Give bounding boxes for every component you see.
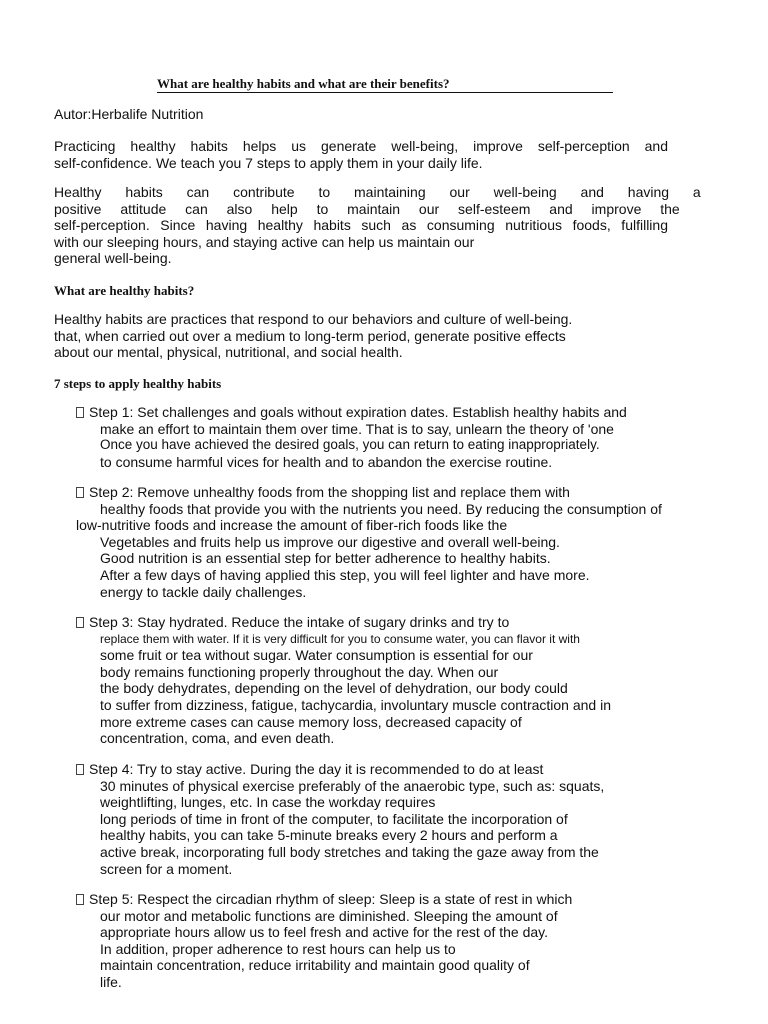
checkbox-bullet-icon — [76, 764, 84, 775]
text-line: long periods of time in front of the computer, to facilitate the incorporation of — [100, 810, 568, 827]
text-line: energy to tackle daily challenges. — [100, 583, 307, 600]
intro-paragraph — [54, 138, 668, 171]
text-line: that, when carried out over a medium to long-term period, generate positive effects — [54, 327, 566, 344]
text-line: Step 2: Remove unhealthy foods from the shopping list and replace them with — [76, 484, 716, 501]
checkbox-bullet-icon — [76, 407, 84, 418]
text-line: Once you have achieved the desired goals, you can return to eating inappropriately. — [100, 437, 600, 453]
text-line: weightlifting, lunges, etc. In case the workday requires — [100, 794, 436, 811]
text-line: maintain concentration, reduce irritability and maintain good quality of — [100, 957, 530, 974]
text-line: concentration, coma, and even death. — [100, 730, 335, 747]
text-line: life. — [100, 973, 122, 990]
step-item — [76, 404, 716, 470]
text-line: healthy foods that provide you with the nutrients you need. By reducing the consumption of — [100, 500, 662, 517]
text-line: our motor and metabolic functions are diminished. Sleeping the amount of — [100, 907, 558, 924]
text-line: screen for a moment. — [100, 860, 233, 877]
text-line: Step 1: Set challenges and goals without expiration dates. Establish healthy habits and — [76, 404, 716, 421]
checkbox-bullet-icon — [76, 894, 84, 905]
text-line: body remains functioning properly throughout the day. When our — [100, 663, 499, 680]
step-item — [76, 891, 716, 991]
text-line: general well-being. — [54, 250, 172, 267]
text-line: self-perception. Since having healthy habits such as consuming nutritious foods, fulfilling — [54, 217, 668, 234]
step-item — [76, 761, 716, 877]
text-line: Step 5: Respect the circadian rhythm of sleep: Sleep is a state of rest in which — [76, 891, 716, 908]
text-line: positive attitude can also help to maintain our self-esteem and improve the — [54, 200, 680, 217]
text-line: After a few days of having applied this step, you will feel lighter and have more. — [100, 566, 590, 583]
checkbox-bullet-icon — [76, 487, 84, 498]
text-line: Step 3: Stay hydrated. Reduce the intake of sugary drinks and try to — [76, 614, 716, 631]
definition-paragraph — [54, 311, 668, 361]
text-line: appropriate hours allow us to feel fresh and active for the rest of the day. — [100, 924, 548, 941]
section-heading: What are healthy habits? — [54, 283, 195, 298]
text-line: self-confidence. We teach you 7 steps to apply them in your daily life. — [54, 154, 483, 171]
text-line: Healthy habits can contribute to maintaining our well-being and having a — [54, 184, 701, 200]
text-line: Healthy habits are practices that respond to our behaviors and culture of well-being. — [54, 311, 573, 327]
text-line: healthy habits, you can take 5-minute breaks every 2 hours and perform a — [100, 827, 558, 844]
text-line: make an effort to maintain them over time. That is to say, unlearn the theory of 'one — [100, 420, 614, 437]
step-item — [76, 484, 716, 600]
text-line: about our mental, physical, nutritional, and social health. — [54, 344, 403, 361]
text-line: Vegetables and fruits help us improve our digestive and overall well-being. — [100, 533, 560, 550]
text-line: more extreme cases can cause memory loss, decreased capacity of — [100, 713, 522, 730]
text-line: to consume harmful vices for health and to abandon the exercise routine. — [100, 453, 553, 470]
step-item — [76, 614, 716, 747]
text-line: some fruit or tea without sugar. Water consumption is essential for our — [100, 647, 533, 664]
text-line: Step 4: Try to stay active. During the day it is recommended to do at least — [76, 761, 716, 778]
section-heading: 7 steps to apply healthy habits — [54, 376, 222, 391]
text-line: active break, incorporating full body stretches and taking the gaze away from the — [100, 843, 599, 860]
text-line: with our sleeping hours, and staying active can help us maintain our — [54, 233, 475, 250]
text-line: Practicing healthy habits helps us generate well-being, improve self-perception and — [54, 138, 668, 154]
document-title: What are healthy habits and what are their benefits? — [157, 76, 613, 93]
text-line: Good nutrition is an essential step for better adherence to healthy habits. — [100, 550, 551, 567]
checkbox-bullet-icon — [76, 617, 84, 628]
text-line: In addition, proper adherence to rest hours can help us to — [100, 940, 456, 957]
text-line: low-nutritive foods and increase the amount of fiber-rich foods like the — [76, 517, 508, 534]
text-line: to suffer from dizziness, fatigue, tachycardia, involuntary muscle contraction and in — [100, 696, 611, 713]
text-line: 30 minutes of physical exercise preferably of the anaerobic type, such as: squats, — [100, 777, 605, 794]
author-line: Autor:Herbalife Nutrition — [54, 106, 204, 122]
text-line: the body dehydrates, depending on the level of dehydration, our body could — [100, 680, 568, 697]
text-line: replace them with water. If it is very difficult for you to consume water, you can flavor it with — [100, 631, 580, 646]
benefits-paragraph — [54, 184, 701, 267]
